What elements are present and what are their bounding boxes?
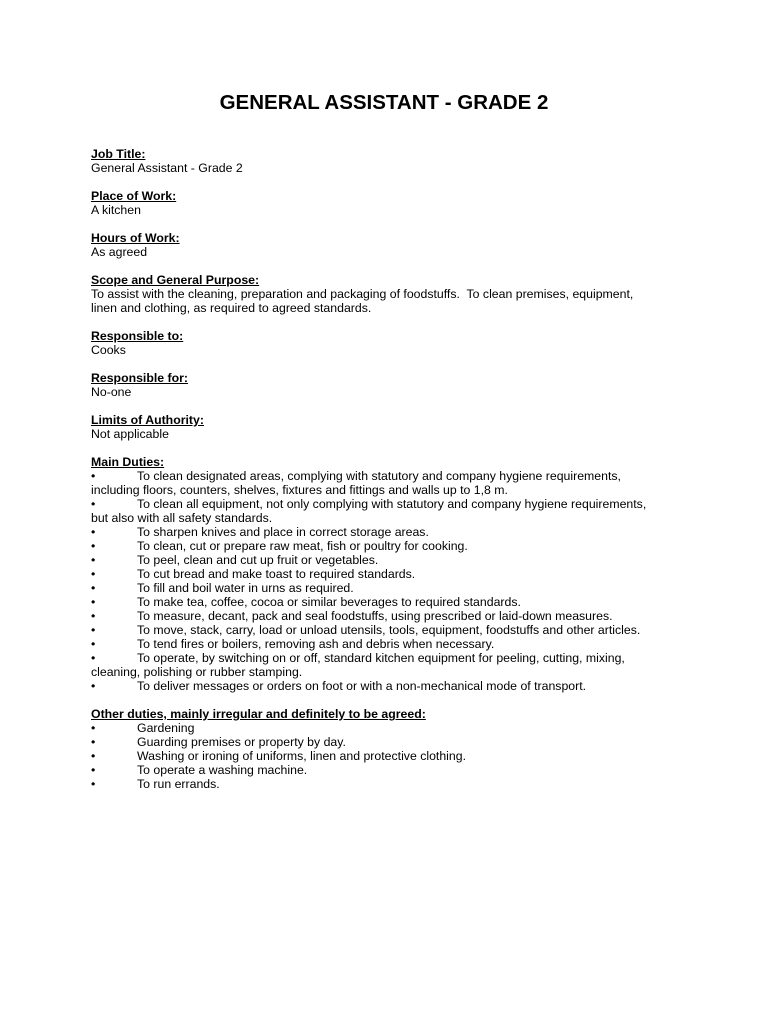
list-item-text: Guarding premises or property by day. — [137, 735, 346, 749]
bullet-icon: • — [91, 721, 96, 735]
section-heading: Other duties, mainly irregular and definitely to be agreed: — [91, 707, 426, 721]
list-item — [91, 735, 691, 749]
section-heading: Scope and General Purpose: — [91, 273, 260, 287]
list-item-text: To move, stack, carry, load or unload utensils, tools, equipment, foodstuffs and other articles. — [137, 623, 641, 637]
bullet-icon: • — [91, 567, 96, 581]
list-item — [91, 497, 691, 511]
list-item — [91, 553, 691, 567]
section-heading: Hours of Work: — [91, 231, 180, 245]
section-body: Not applicable — [91, 427, 169, 441]
other-duties-list — [91, 721, 691, 791]
bullet-icon: • — [91, 679, 96, 693]
list-item — [91, 595, 691, 609]
bullet-icon: • — [91, 749, 96, 763]
list-item-text: but also with all safety standards. — [91, 511, 273, 525]
section-main-duties — [91, 455, 691, 693]
list-item — [91, 469, 691, 483]
section-responsible-to — [91, 329, 691, 357]
bullet-icon: • — [91, 469, 96, 483]
bullet-icon: • — [91, 763, 96, 777]
list-item-text: To clean, cut or prepare raw meat, fish or poultry for cooking. — [137, 539, 468, 553]
list-item-continuation — [91, 511, 691, 525]
list-item-text: To clean designated areas, complying with statutory and company hygiene requirements, — [137, 469, 621, 483]
section-body: To assist with the cleaning, preparation and packaging of foodstuffs. To clean premises, equipment, linen and clothing, as required to agreed standards. — [91, 287, 634, 315]
bullet-icon: • — [91, 595, 96, 609]
section-body: General Assistant - Grade 2 — [91, 161, 243, 175]
bullet-icon: • — [91, 553, 96, 567]
list-item — [91, 749, 691, 763]
section-hours-of-work — [91, 231, 691, 259]
list-item-text: To peel, clean and cut up fruit or vegetables. — [137, 553, 379, 567]
section-body: As agreed — [91, 245, 148, 259]
section-job-title — [91, 147, 691, 175]
section-heading: Limits of Authority: — [91, 413, 204, 427]
list-item-text: Gardening — [137, 721, 195, 735]
list-item-text: To measure, decant, pack and seal foodstuffs, using prescribed or laid-down measures. — [137, 609, 613, 623]
list-item — [91, 525, 691, 539]
list-item-text: including floors, counters, shelves, fixtures and fittings and walls up to 1,8 m. — [91, 483, 508, 497]
bullet-icon: • — [91, 609, 96, 623]
list-item-continuation — [91, 483, 691, 497]
list-item — [91, 581, 691, 595]
section-responsible-for — [91, 371, 691, 399]
list-item — [91, 637, 691, 651]
bullet-icon: • — [91, 637, 96, 651]
list-item-text: cleaning, polishing or rubber stamping. — [91, 665, 303, 679]
bullet-icon: • — [91, 735, 96, 749]
document-title: GENERAL ASSISTANT - GRADE 2 — [219, 91, 549, 114]
section-heading: Responsible for: — [91, 371, 189, 385]
bullet-icon: • — [91, 497, 96, 511]
list-item-text: To cut bread and make toast to required standards. — [137, 567, 416, 581]
list-item-text: To run errands. — [137, 777, 220, 791]
section-other-duties — [91, 707, 691, 791]
bullet-icon: • — [91, 539, 96, 553]
list-item-text: To operate, by switching on or off, standard kitchen equipment for peeling, cutting, mixing, — [137, 651, 625, 665]
section-place-of-work — [91, 189, 691, 217]
list-item — [91, 623, 691, 637]
list-item-text: To make tea, coffee, cocoa or similar beverages to required standards. — [137, 595, 521, 609]
document-content — [91, 147, 691, 805]
section-limits-of-authority — [91, 413, 691, 441]
list-item — [91, 679, 691, 693]
section-body: Cooks — [91, 343, 126, 357]
section-body: No-one — [91, 385, 132, 399]
list-item — [91, 609, 691, 623]
list-item-text: Washing or ironing of uniforms, linen and protective clothing. — [137, 749, 467, 763]
main-duties-list — [91, 469, 691, 693]
section-heading: Responsible to: — [91, 329, 184, 343]
list-item-text: To clean all equipment, not only complying with statutory and company hygiene requirements, — [137, 497, 647, 511]
list-item — [91, 721, 691, 735]
bullet-icon: • — [91, 581, 96, 595]
list-item-text: To fill and boil water in urns as required. — [137, 581, 354, 595]
list-item — [91, 567, 691, 581]
list-item-continuation — [91, 665, 691, 679]
list-item — [91, 763, 691, 777]
section-scope — [91, 273, 691, 315]
bullet-icon: • — [91, 777, 96, 791]
bullet-icon: • — [91, 623, 96, 637]
section-heading: Place of Work: — [91, 189, 177, 203]
bullet-icon: • — [91, 525, 96, 539]
list-item — [91, 777, 691, 791]
section-body: A kitchen — [91, 203, 141, 217]
list-item-text: To operate a washing machine. — [137, 763, 308, 777]
list-item-text: To tend fires or boilers, removing ash and debris when necessary. — [137, 637, 495, 651]
list-item — [91, 651, 691, 665]
list-item-text: To sharpen knives and place in correct storage areas. — [137, 525, 429, 539]
list-item-text: To deliver messages or orders on foot or with a non-mechanical mode of transport. — [137, 679, 587, 693]
section-heading: Main Duties: — [91, 455, 165, 469]
bullet-icon: • — [91, 651, 96, 665]
section-heading: Job Title: — [91, 147, 146, 161]
list-item — [91, 539, 691, 553]
